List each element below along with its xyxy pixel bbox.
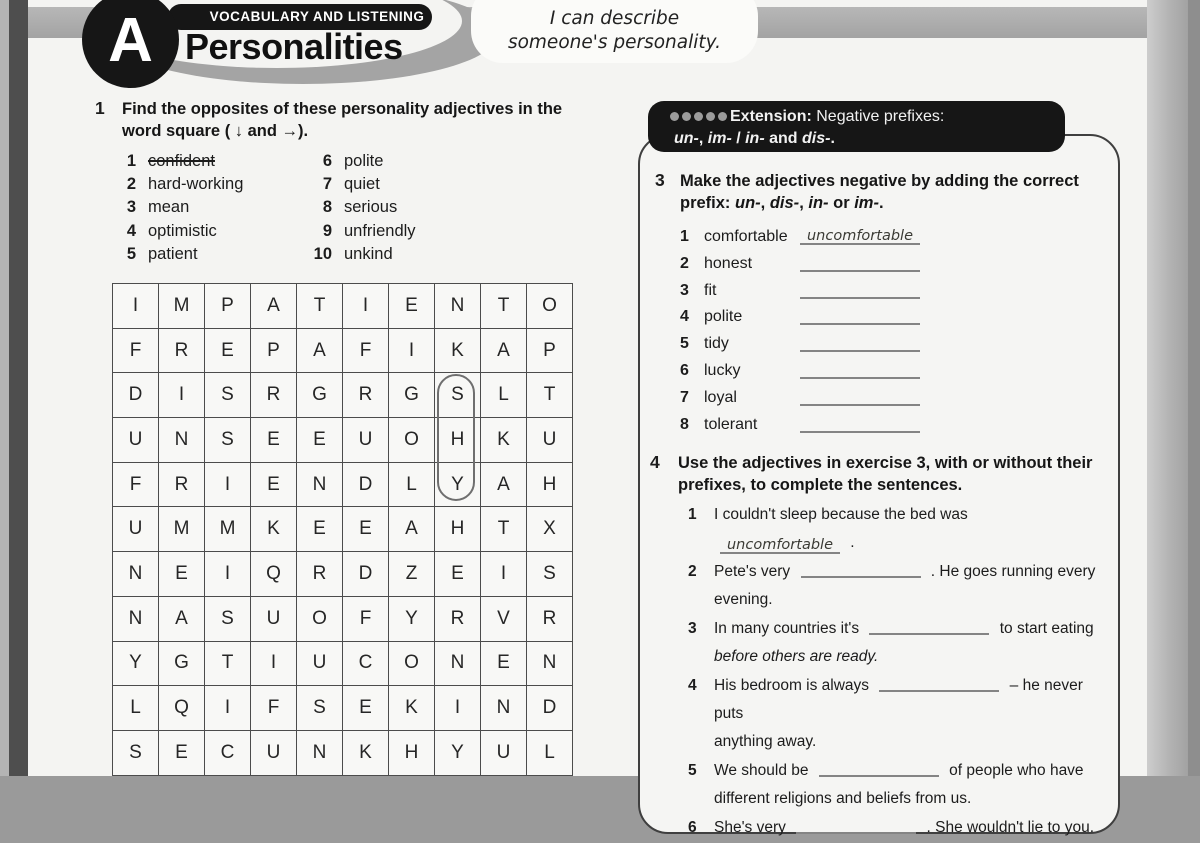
word-square-cell: T bbox=[297, 284, 343, 329]
sentence-text bbox=[714, 501, 1100, 557]
prefix-exercise-item bbox=[680, 228, 1080, 246]
word-square-cell: P bbox=[527, 328, 573, 373]
word-square-row bbox=[113, 462, 573, 507]
base-adjective: tolerant bbox=[704, 415, 758, 433]
word-square-cell: R bbox=[251, 373, 297, 418]
answer-blank bbox=[869, 618, 989, 635]
item-number: 3 bbox=[126, 198, 136, 217]
item-number: 3 bbox=[688, 620, 697, 637]
word-square-cell: D bbox=[527, 686, 573, 731]
word-square-cell: Q bbox=[251, 552, 297, 597]
word-square-cell: O bbox=[389, 418, 435, 463]
word-square-cell: E bbox=[343, 686, 389, 731]
text-segment: dis- bbox=[802, 130, 831, 147]
prefix-exercise-item bbox=[680, 416, 1080, 434]
text-segment: , bbox=[698, 130, 708, 147]
prefix-exercise-item bbox=[680, 282, 1080, 300]
word-square-cell: Y bbox=[389, 596, 435, 641]
adjective-word: patient bbox=[148, 244, 198, 263]
word-square-cell: S bbox=[297, 686, 343, 731]
word-square-cell: F bbox=[343, 596, 389, 641]
text-segment: different religions and beliefs from us. bbox=[714, 790, 972, 807]
word-square-cell: V bbox=[481, 596, 527, 641]
answer-line-filled: uncomfortable bbox=[800, 228, 920, 245]
word-square-cell: N bbox=[297, 462, 343, 507]
text-segment: im- bbox=[707, 130, 732, 147]
item-number: 4 bbox=[126, 221, 136, 240]
item-number: 2 bbox=[680, 254, 689, 272]
photo-edge-right bbox=[1188, 0, 1200, 776]
extension-dot-icon bbox=[718, 112, 727, 121]
word-square-cell: H bbox=[435, 507, 481, 552]
word-square-cell: K bbox=[389, 686, 435, 731]
item-number: 6 bbox=[322, 152, 332, 170]
word-square-cell: U bbox=[251, 596, 297, 641]
exercise4-sentence-list bbox=[688, 501, 1100, 843]
word-square-cell: G bbox=[389, 373, 435, 418]
word-square-cell: N bbox=[297, 730, 343, 775]
word-square-cell: K bbox=[251, 507, 297, 552]
word-square-cell: P bbox=[205, 284, 251, 329]
word-square-cell: U bbox=[251, 730, 297, 775]
sentence-text bbox=[714, 757, 1100, 813]
exercise1-list-column-1 bbox=[122, 152, 243, 268]
word-square-cell: E bbox=[251, 418, 297, 463]
word-square-cell: I bbox=[343, 284, 389, 329]
text-segment: Make the adjectives negative by adding the correct bbox=[680, 172, 1079, 190]
adjective-list-item bbox=[122, 245, 243, 268]
circled-answer-shy bbox=[437, 374, 475, 500]
adjective-list-item bbox=[310, 245, 416, 268]
item-number: 1 bbox=[126, 152, 136, 170]
word-square-cell: E bbox=[297, 507, 343, 552]
exercise3-item-list bbox=[680, 228, 1080, 442]
word-square-grid bbox=[112, 283, 573, 776]
base-adjective: loyal bbox=[704, 388, 737, 406]
word-square-row bbox=[113, 284, 573, 329]
item-number: 5 bbox=[126, 244, 136, 263]
text-segment: Negative prefixes: bbox=[811, 108, 945, 125]
word-square-cell: Y bbox=[435, 730, 481, 775]
word-square-cell: E bbox=[343, 507, 389, 552]
adjective-list-item bbox=[122, 222, 243, 245]
adjective-list-item bbox=[310, 198, 416, 221]
prefix-exercise-item bbox=[680, 335, 1080, 353]
sentence-item bbox=[688, 672, 1100, 756]
word-square-cell: I bbox=[205, 462, 251, 507]
text-segment: to start eating bbox=[995, 620, 1094, 637]
item-number: 9 bbox=[322, 221, 332, 240]
word-square-cell: I bbox=[389, 328, 435, 373]
text-segment: We should be bbox=[714, 762, 813, 779]
adjective-word-crossed-out: confident bbox=[148, 152, 215, 170]
word-square-cell: E bbox=[205, 328, 251, 373]
exercise1-instructions bbox=[122, 98, 582, 142]
adjective-word: hard-working bbox=[148, 175, 244, 194]
exercise1-list-column-2 bbox=[310, 152, 416, 268]
word-square-cell: U bbox=[527, 418, 573, 463]
word-square-cell: I bbox=[435, 686, 481, 731]
item-number: 5 bbox=[680, 335, 689, 353]
text-segment: In many countries it's bbox=[714, 620, 864, 637]
word-square-cell: K bbox=[435, 328, 481, 373]
adjective-word: unfriendly bbox=[344, 221, 416, 240]
text-segment: . She wouldn't lie to you. bbox=[922, 819, 1095, 836]
word-square-cell: F bbox=[343, 328, 389, 373]
word-square-cell: R bbox=[343, 373, 389, 418]
word-square-cell: I bbox=[113, 284, 159, 329]
text-segment: prefixes, to complete the sentences. bbox=[678, 476, 963, 494]
word-square-cell: N bbox=[435, 284, 481, 329]
word-square-row bbox=[113, 373, 573, 418]
word-square-cell: A bbox=[297, 328, 343, 373]
answer-line bbox=[800, 335, 920, 352]
word-square-cell: R bbox=[297, 552, 343, 597]
word-square-cell: S bbox=[205, 418, 251, 463]
item-number: 7 bbox=[680, 388, 689, 406]
prefix-exercise-item bbox=[680, 308, 1080, 326]
strand-label-pill: VOCABULARY AND LISTENING bbox=[168, 4, 432, 30]
word-square-cell: E bbox=[159, 552, 205, 597]
word-square-cell: O bbox=[527, 284, 573, 329]
word-square-cell: I bbox=[481, 552, 527, 597]
item-number: 8 bbox=[680, 415, 689, 433]
answer-line bbox=[800, 282, 920, 299]
extension-dot-icon bbox=[694, 112, 703, 121]
adjective-list-item bbox=[310, 175, 416, 198]
word-square-cell: R bbox=[435, 596, 481, 641]
base-adjective: fit bbox=[704, 281, 717, 299]
base-adjective: honest bbox=[704, 254, 753, 272]
text-segment: un- bbox=[735, 194, 761, 212]
item-number: 1 bbox=[688, 506, 697, 523]
word-square-cell: K bbox=[343, 730, 389, 775]
answer-blank bbox=[879, 675, 999, 692]
text-segment: Find the opposites of these personality adjectives in the bbox=[122, 100, 563, 118]
word-square-row bbox=[113, 686, 573, 731]
adjective-word: unkind bbox=[344, 244, 393, 263]
word-square-cell: C bbox=[205, 730, 251, 775]
unit-title: Personalities bbox=[185, 26, 403, 67]
adjective-list-item bbox=[310, 152, 416, 175]
sentence-text bbox=[714, 814, 1100, 842]
extension-dot-icon bbox=[706, 112, 715, 121]
word-square-cell: F bbox=[113, 328, 159, 373]
item-number: 8 bbox=[322, 198, 332, 217]
word-square-cell: N bbox=[159, 418, 205, 463]
word-square-cell: Q bbox=[159, 686, 205, 731]
word-square-row bbox=[113, 596, 573, 641]
base-adjective: polite bbox=[704, 308, 743, 326]
word-square-cell: E bbox=[159, 730, 205, 775]
word-square-cell: K bbox=[481, 418, 527, 463]
word-square-cell: L bbox=[113, 686, 159, 731]
text-segment: or bbox=[828, 194, 855, 212]
extension-dot-icon bbox=[670, 112, 679, 121]
word-square-cell: I bbox=[251, 641, 297, 686]
base-adjective: lucky bbox=[704, 361, 741, 379]
exercise4-instructions bbox=[678, 452, 1103, 496]
word-square-cell: T bbox=[205, 641, 251, 686]
word-square-cell: Y bbox=[113, 641, 159, 686]
item-number: 4 bbox=[680, 308, 689, 326]
word-square-cell: Z bbox=[389, 552, 435, 597]
answer-line bbox=[800, 255, 920, 272]
word-square-cell: N bbox=[527, 641, 573, 686]
text-segment: of people who have bbox=[944, 762, 1084, 779]
adjective-list-item bbox=[122, 175, 243, 198]
text-segment: . He goes running every bbox=[926, 563, 1096, 580]
text-segment: im- bbox=[854, 194, 879, 212]
word-square-cell: U bbox=[113, 418, 159, 463]
prefix-exercise-item bbox=[680, 389, 1080, 407]
item-number: 10 bbox=[313, 244, 332, 263]
word-square-cell: O bbox=[297, 596, 343, 641]
text-segment: , bbox=[760, 194, 770, 212]
word-square-cell: R bbox=[527, 596, 573, 641]
item-number: 7 bbox=[322, 175, 332, 194]
word-square-cell: F bbox=[251, 686, 297, 731]
word-square-cell: G bbox=[159, 641, 205, 686]
word-square-cell: O bbox=[389, 641, 435, 686]
extension-dots bbox=[670, 108, 730, 125]
adjective-word: polite bbox=[344, 152, 384, 170]
can-do-bubble bbox=[471, 0, 758, 63]
sentence-item bbox=[688, 757, 1100, 813]
text-segment: , bbox=[799, 194, 809, 212]
prefix-exercise-item bbox=[680, 255, 1080, 273]
word-square-cell: H bbox=[527, 462, 573, 507]
word-square-cell: I bbox=[205, 552, 251, 597]
photo-edge-left-outer bbox=[0, 0, 9, 776]
extension-prefix-line bbox=[662, 128, 1065, 150]
sentence-item bbox=[688, 814, 1100, 842]
word-square-cell: A bbox=[481, 462, 527, 507]
answer-line bbox=[800, 416, 920, 433]
item-number: 3 bbox=[680, 281, 689, 299]
answer-blank bbox=[801, 561, 921, 578]
word-square-cell: E bbox=[389, 284, 435, 329]
text-segment: in- bbox=[808, 194, 829, 212]
item-number: 6 bbox=[688, 819, 697, 836]
photo-edge-left-inner bbox=[9, 0, 28, 776]
word-square-cell: L bbox=[481, 373, 527, 418]
word-square-cell: A bbox=[481, 328, 527, 373]
word-square-cell: I bbox=[205, 686, 251, 731]
word-square-cell: L bbox=[527, 730, 573, 775]
word-square-cell: R bbox=[159, 328, 205, 373]
word-square-cell: T bbox=[481, 507, 527, 552]
word-square-cell: N bbox=[113, 596, 159, 641]
text-segment: . bbox=[878, 194, 884, 212]
word-square-cell: X bbox=[527, 507, 573, 552]
sentence-text bbox=[714, 558, 1100, 614]
word-square-cell: P bbox=[251, 328, 297, 373]
sentence-item bbox=[688, 615, 1100, 671]
answer-blank bbox=[796, 817, 916, 834]
text-segment: . bbox=[846, 534, 855, 551]
prefix-exercise-item bbox=[680, 362, 1080, 380]
text-segment: – he never puts bbox=[714, 677, 1083, 722]
can-do-line-2: someone's personality. bbox=[507, 32, 722, 53]
sentence-text bbox=[714, 672, 1100, 756]
word-square-cell: M bbox=[159, 507, 205, 552]
word-square-cell: U bbox=[343, 418, 389, 463]
word-square-cell: S bbox=[113, 730, 159, 775]
word-square-row bbox=[113, 328, 573, 373]
word-square-cell: U bbox=[297, 641, 343, 686]
word-square-cell: S bbox=[205, 373, 251, 418]
word-square-cell: M bbox=[159, 284, 205, 329]
word-square-cell: E bbox=[251, 462, 297, 507]
word-square-cell: S bbox=[435, 373, 481, 418]
answer-line bbox=[800, 308, 920, 325]
word-square-cell: A bbox=[251, 284, 297, 329]
adjective-word: serious bbox=[344, 198, 398, 217]
exercise3-instructions bbox=[680, 170, 1095, 214]
word-square-cell: G bbox=[297, 373, 343, 418]
text-segment: She's very bbox=[714, 819, 791, 836]
page-edge-curl bbox=[1147, 0, 1188, 776]
word-square-cell: D bbox=[343, 552, 389, 597]
text-segment: un- bbox=[674, 130, 699, 147]
text-segment: word square ( ↓ and →). bbox=[122, 122, 309, 140]
extension-title-line bbox=[662, 106, 1065, 128]
text-segment: dis- bbox=[769, 194, 800, 212]
extension-header-pill bbox=[648, 101, 1065, 152]
answer-line bbox=[800, 389, 920, 406]
item-number: 6 bbox=[680, 361, 689, 379]
text-segment: . bbox=[830, 130, 835, 147]
sentence-item bbox=[688, 558, 1100, 614]
sentence-text bbox=[714, 615, 1100, 671]
word-square-cell: E bbox=[297, 418, 343, 463]
item-number: 4 bbox=[688, 677, 697, 694]
word-square-cell: T bbox=[527, 373, 573, 418]
unit-letter-badge: A bbox=[82, 0, 179, 88]
word-square-cell: A bbox=[159, 596, 205, 641]
adjective-word: quiet bbox=[344, 175, 380, 194]
adjective-word: optimistic bbox=[148, 221, 217, 240]
word-square-cell: D bbox=[343, 462, 389, 507]
word-square-cell: R bbox=[159, 462, 205, 507]
extension-title-text bbox=[730, 108, 944, 125]
sentence-item bbox=[688, 501, 1100, 557]
extension-dot-icon bbox=[682, 112, 691, 121]
word-square-cell: M bbox=[205, 507, 251, 552]
text-segment: / bbox=[731, 130, 746, 147]
text-segment: and bbox=[764, 130, 802, 147]
word-square-cell: L bbox=[389, 462, 435, 507]
text-segment: His bedroom is always bbox=[714, 677, 874, 694]
item-number: 5 bbox=[688, 762, 697, 779]
text-segment: evening. bbox=[714, 591, 773, 608]
text-segment: anything away. bbox=[714, 733, 817, 750]
text-segment: Extension: bbox=[730, 108, 812, 125]
item-number: 2 bbox=[688, 563, 697, 580]
word-square-cell: A bbox=[389, 507, 435, 552]
word-square-cell: E bbox=[481, 641, 527, 686]
word-square-row bbox=[113, 730, 573, 775]
word-square-cell: N bbox=[113, 552, 159, 597]
exercise4-number: 4 bbox=[650, 452, 660, 472]
text-segment: Use the adjectives in exercise 3, with or without their bbox=[678, 454, 1093, 472]
exercise3-number: 3 bbox=[655, 170, 665, 190]
item-number: 1 bbox=[680, 228, 689, 245]
answer-line bbox=[800, 362, 920, 379]
word-square-cell: Y bbox=[435, 462, 481, 507]
word-square-cell: T bbox=[481, 284, 527, 329]
word-square-cell: S bbox=[205, 596, 251, 641]
adjective-word: mean bbox=[148, 198, 190, 217]
base-adjective: tidy bbox=[704, 335, 729, 353]
adjective-list-item bbox=[310, 222, 416, 245]
word-square-cell: E bbox=[435, 552, 481, 597]
word-square-cell: S bbox=[527, 552, 573, 597]
word-square-cell: N bbox=[481, 686, 527, 731]
text-segment: Pete's very bbox=[714, 563, 795, 580]
word-square-row bbox=[113, 641, 573, 686]
word-square-row bbox=[113, 418, 573, 463]
can-do-line-1: I can describe bbox=[549, 8, 680, 29]
word-square-cell: N bbox=[435, 641, 481, 686]
item-number: 2 bbox=[126, 175, 136, 194]
word-square-cell: H bbox=[389, 730, 435, 775]
text-segment: before others are ready. bbox=[714, 648, 879, 665]
word-square-cell: I bbox=[159, 373, 205, 418]
word-square-row bbox=[113, 507, 573, 552]
exercise1-number: 1 bbox=[95, 98, 105, 118]
word-square-cell: H bbox=[435, 418, 481, 463]
base-adjective: comfortable bbox=[704, 228, 788, 245]
text-segment: prefix: bbox=[680, 194, 736, 212]
word-square-cell: C bbox=[343, 641, 389, 686]
word-square-cell: U bbox=[113, 507, 159, 552]
text-segment: I couldn't sleep because the bed was bbox=[714, 506, 968, 523]
workbook-page bbox=[28, 0, 1147, 836]
adjective-list-item bbox=[122, 198, 243, 221]
text-segment: in- bbox=[745, 130, 765, 147]
word-square-cell: F bbox=[113, 462, 159, 507]
word-square-cell: D bbox=[113, 373, 159, 418]
adjective-list-item bbox=[122, 152, 243, 175]
answer-blank bbox=[819, 760, 939, 777]
word-square-cell: U bbox=[481, 730, 527, 775]
answer-blank-filled: uncomfortable bbox=[720, 537, 840, 554]
word-square-row bbox=[113, 552, 573, 597]
